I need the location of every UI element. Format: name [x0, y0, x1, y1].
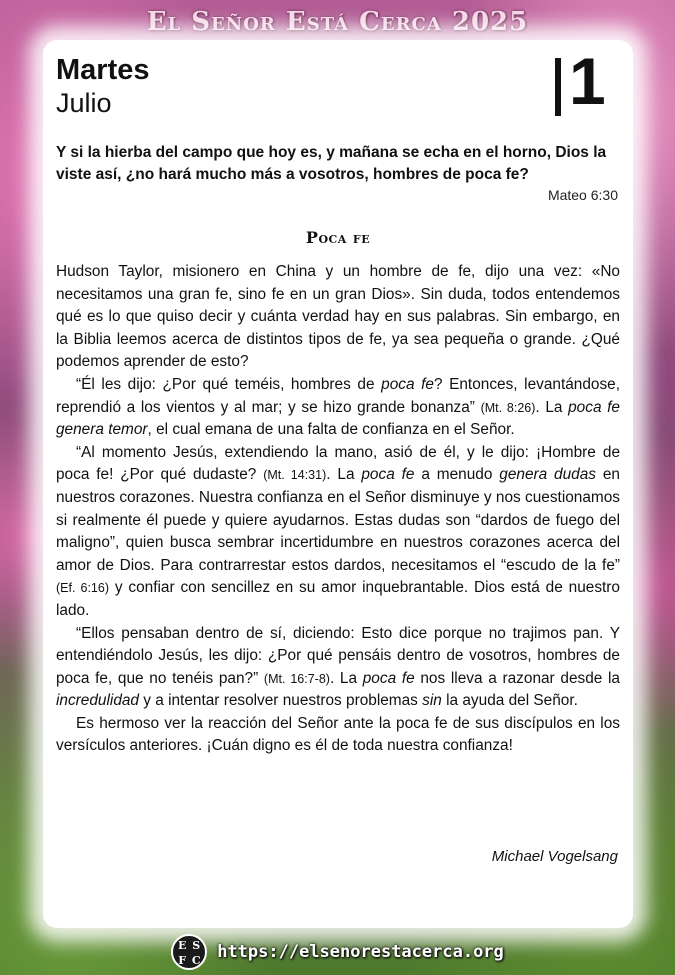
- emphasis: sin: [422, 692, 442, 710]
- text-run: y confiar con sencillez en su amor inquebrantable. Dios está de nuestro lado.: [56, 579, 620, 619]
- paragraph-5: Es hermoso ver la reacción del Señor ante la poca fe de sus discípulos en los versículos anteriores. ¡Cuán digno es él de toda nuestra confianza!: [56, 714, 620, 755]
- emphasis: poca fe: [361, 466, 415, 484]
- text-run: en nuestros corazones. Nuestra confianza en el Señor disminuye y nos cuestionamos si realmente él puede y quiere ayudarnos. Estas dudas son “dardos de fuego del maligno”, quien busca sembrar incertidumbre en nuestros corazones acerca del amor de Dios. Para contrarrestar estos dardos, necesitamos el “escudo de la fe”: [56, 466, 620, 574]
- day-number: 1: [569, 44, 606, 118]
- text-run: y a intentar resolver nuestros problemas: [139, 692, 423, 710]
- text-run: . La: [329, 669, 363, 687]
- text-run: “Al momento Jesús, extendiendo la mano, asió de él, y le dijo: ¡Hombre de poca fe! ¿Por qué dudaste?: [56, 443, 620, 484]
- text-run: , el cual emana de una falta de confianza en el Señor.: [147, 421, 515, 439]
- text-run: . La: [326, 466, 362, 484]
- author-name: Michael Vogelsang: [491, 848, 618, 865]
- scripture-reference: (Ef. 6:16): [56, 581, 109, 596]
- date-divider: [555, 58, 561, 116]
- emphasis: incredulidad: [56, 692, 139, 710]
- paragraph-1: Hudson Taylor, misionero en China y un hombre de fe, dijo una vez: «No necesitamos una gran fe, sino fe en un gran Dios». Sin duda, todos entendemos qué es lo que quiso decir y cuánta verdad hay en sus palabras. Sin embargo, en la Biblia leemos acerca de distintos tipos de fe, ya sea pequeña o grande. ¿Qué podemos aprender de esto?: [56, 263, 620, 371]
- verse-reference: Mateo 6:30: [547, 187, 618, 203]
- scripture-reference: (Mt. 8:26): [480, 400, 536, 415]
- devotional-page: [43, 40, 633, 928]
- emphasis: poca fe genera temor: [56, 398, 620, 439]
- header-band: [0, 0, 675, 44]
- logo-letter: C: [191, 954, 201, 967]
- esfc-logo-icon: [171, 934, 207, 970]
- text-run: ? Entonces, levantándose, reprendió a los vientos y al mar; y se hizo grande bonanza”: [56, 375, 620, 416]
- logo-letter: S: [192, 939, 201, 952]
- paragraph-4: [56, 623, 620, 713]
- text-run: a menudo: [414, 466, 500, 484]
- scripture-reference: (Mt. 14:31): [263, 468, 327, 483]
- text-run: la ayuda del Señor.: [441, 692, 578, 710]
- month-label: Julio: [56, 88, 112, 118]
- emphasis: poca fe: [381, 375, 434, 393]
- scripture-reference: (Mt. 16:7-8): [263, 671, 330, 686]
- text-run: “Él les dijo: ¿Por qué teméis, hombres de: [76, 375, 382, 393]
- emphasis: poca fe: [362, 669, 415, 687]
- logo-letter: E: [178, 939, 187, 952]
- article-title: Poca fe: [305, 228, 371, 247]
- paragraph-2: [56, 374, 620, 442]
- book-title: El Señor Está Cerca 2025: [146, 7, 529, 37]
- emphasis: genera dudas: [499, 466, 596, 484]
- footer: [0, 932, 675, 972]
- website-link[interactable]: https://elsenorestacerca.org: [217, 942, 504, 962]
- logo-letter: F: [178, 954, 187, 967]
- paragraph-3: [56, 442, 620, 623]
- article-body: [56, 261, 620, 758]
- text-run: . La: [535, 398, 569, 416]
- text-run: “Ellos pensaban dentro de sí, diciendo: Esto dice porque no trajimos pan. Y entendiéndolo Jesús, les dijo: ¿Por qué pensáis dentro de vosotros, hombres de poca fe, que no tenéis pan?”: [56, 624, 620, 687]
- text-run: nos lleva a razonar desde la: [414, 669, 620, 687]
- verse-text: Y si la hierba del campo que hoy es, y mañana se echa en el horno, Dios la viste así, ¿no hará mucho más a vosotros, hombres de poca fe?: [56, 144, 607, 183]
- weekday-label: Martes: [56, 54, 150, 86]
